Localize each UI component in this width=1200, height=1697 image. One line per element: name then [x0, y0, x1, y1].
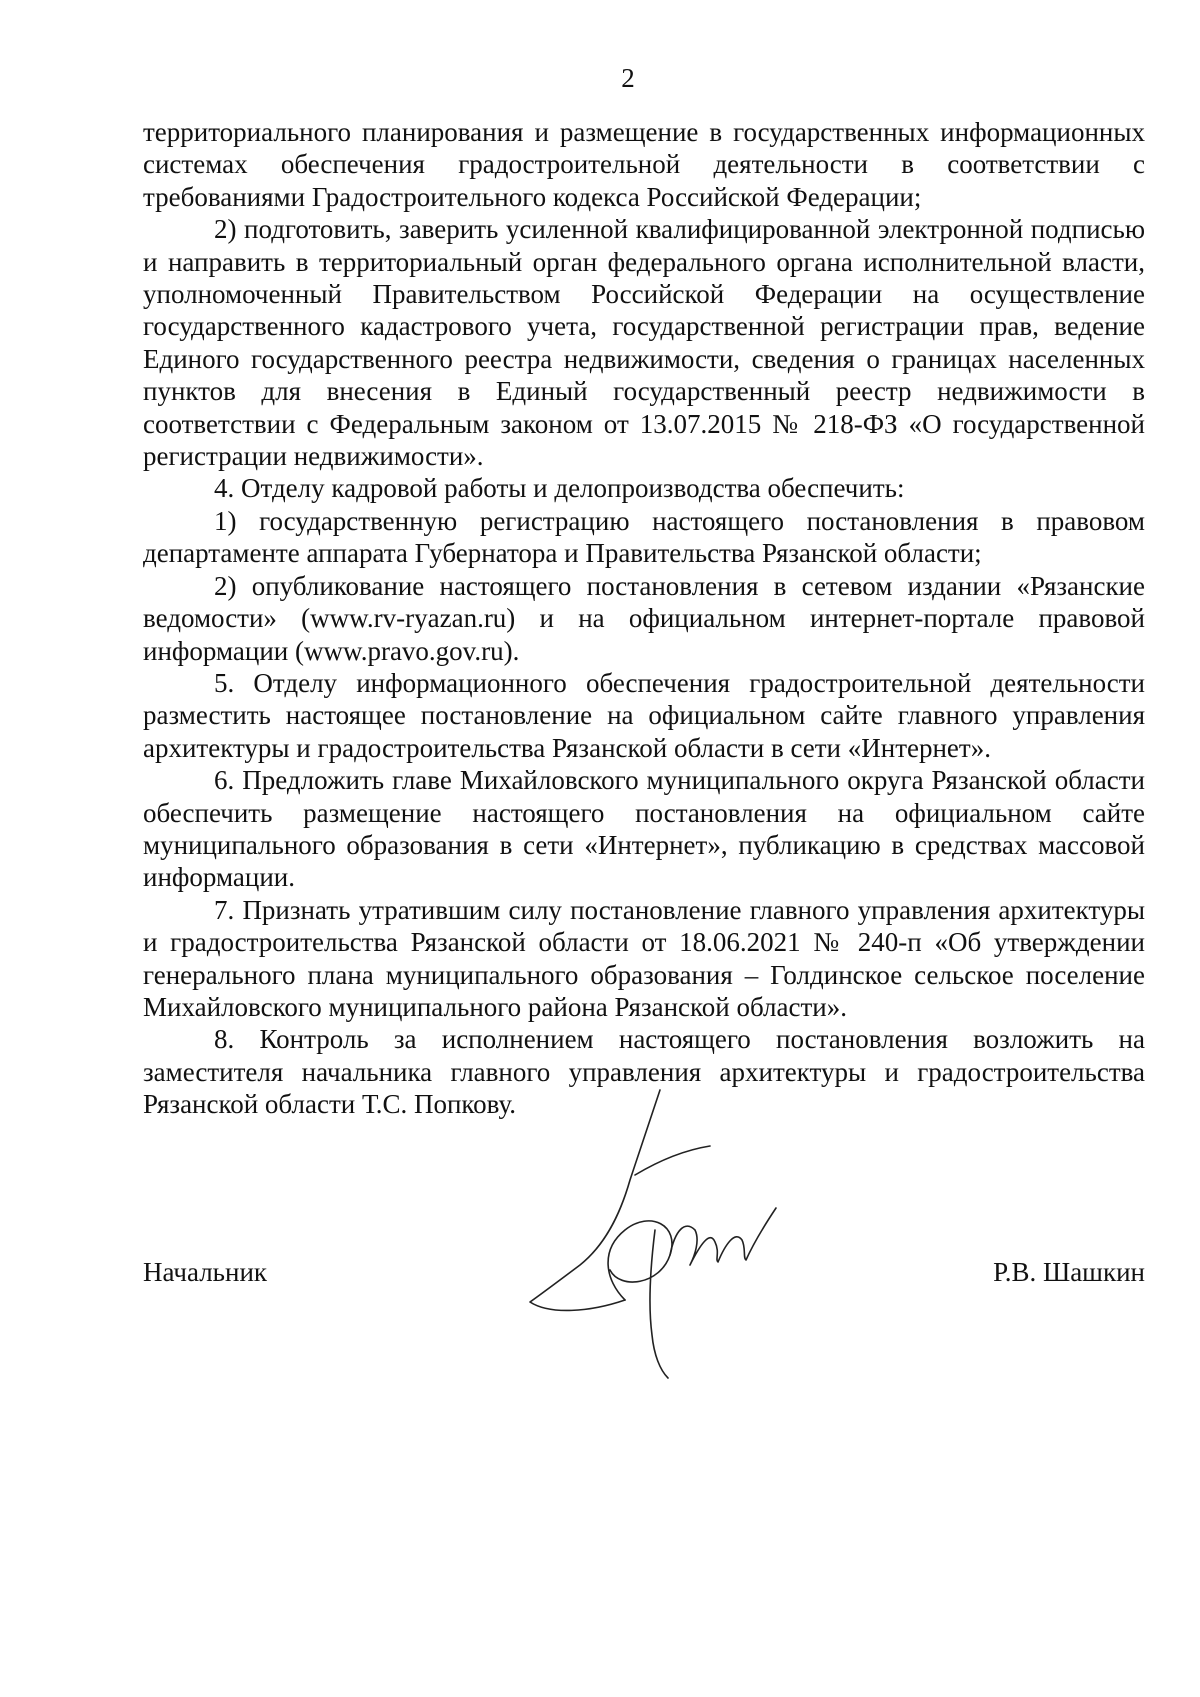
paragraph: 6. Предложить главе Михайловского муниципального округа Рязанской области обеспечить размещение настоящего постановления на официальном сайте муниципального образования в сети «Интернет», публикацию в средствах массовой информации.: [143, 765, 1145, 893]
signer-title: Начальник: [143, 1257, 268, 1287]
document-body: [143, 116, 1145, 1121]
paragraph: 2) подготовить, заверить усиленной квалифицированной электронной подписью и направить в территориальный орган федерального органа исполнительной власти, уполномоченный Правительством Российской Федерации на осуществление государственного кадастрового учета, государственной регистрации прав, ведение Единого государственного реестра недвижимости, сведения о границах населенных пунктов для внесения в Единый государственный реестр недвижимости в соответствии с Федеральным законом от 13.07.2015 № 218-ФЗ «О государственной регистрации недвижимости».: [143, 214, 1145, 472]
paragraph: 1) государственную регистрацию настоящего постановления в правовом департаменте аппарата Губернатора и Правительства Рязанской области;: [143, 505, 1145, 569]
signature-block: [143, 1256, 1145, 1296]
paragraph: 8. Контроль за исполнением настоящего постановления возложить на заместителя начальника главного управления архитектуры и градостроительства Рязанской области Т.С. Попкову.: [143, 1024, 1145, 1120]
handwritten-signature: [510, 1080, 830, 1380]
signer-name: Р.В. Шашкин: [993, 1257, 1145, 1287]
paragraph: территориального планирования и размещение в государственных информационных системах обеспечения градостроительной деятельности в соответствии с требованиями Градостроительного кодекса Российской Федерации;: [143, 117, 1145, 212]
paragraph: 7. Признать утратившим силу постановление главного управления архитектуры и градостроительства Рязанской области от 18.06.2021 № 240-п «Об утверждении генерального плана муниципального образования – Голдинское сельское поселение Михайловского муниципального района Рязанской области».: [143, 894, 1145, 1022]
paragraph: 2) опубликование настоящего постановления в сетевом издании «Рязанские ведомости» (www.rv-ryazan.ru) и на официальном интернет-портале правовой информации (www.pravo.gov.ru).: [143, 570, 1145, 666]
page-number: 2: [621, 63, 635, 93]
paragraph: 4. Отделу кадровой работы и делопроизводства обеспечить:: [214, 473, 905, 504]
paragraph: 5. Отделу информационного обеспечения градостроительной деятельности разместить настоящее постановление на официальном сайте главного управления архитектуры и градостроительства Рязанской области в сети «Интернет».: [143, 667, 1145, 763]
